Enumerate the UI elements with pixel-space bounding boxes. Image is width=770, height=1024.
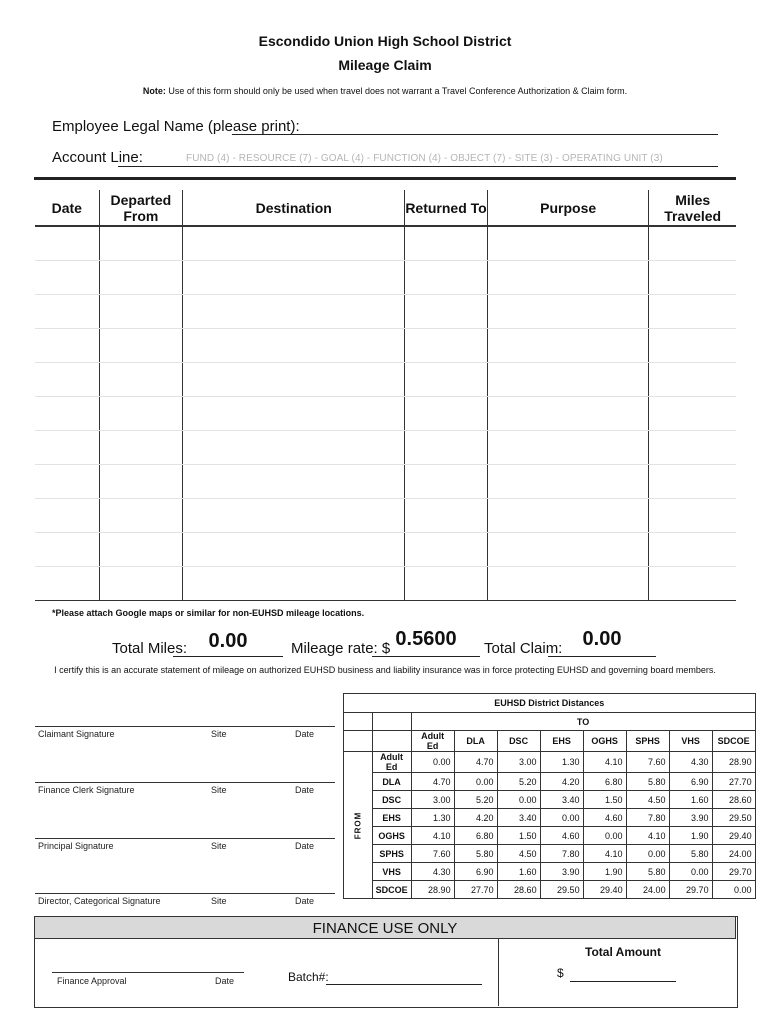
date-cell[interactable]	[35, 465, 99, 499]
departed-from-cell[interactable]	[99, 567, 183, 601]
distance-value: 3.00	[497, 752, 540, 773]
returned-to-cell[interactable]	[405, 499, 488, 533]
distance-row-header: SPHS	[372, 845, 411, 863]
purpose-cell[interactable]	[487, 533, 649, 567]
distance-value: 24.00	[712, 845, 755, 863]
director-signature-line[interactable]	[35, 893, 335, 894]
distance-col-header: EHS	[540, 731, 583, 752]
distance-row	[344, 791, 756, 809]
principal-signature-line[interactable]	[35, 838, 335, 839]
distance-col-header: OGHS	[583, 731, 626, 752]
departed-from-cell[interactable]	[99, 226, 183, 261]
distance-value: 3.90	[669, 809, 712, 827]
distance-value: 4.60	[540, 827, 583, 845]
distance-value: 6.90	[454, 863, 497, 881]
distance-row-header: DSC	[372, 791, 411, 809]
distance-value: 7.60	[626, 752, 669, 773]
distance-value: 4.20	[454, 809, 497, 827]
distance-value: 29.50	[540, 881, 583, 899]
distance-value: 5.80	[454, 845, 497, 863]
distance-value: 4.10	[583, 752, 626, 773]
distance-col-header: VHS	[669, 731, 712, 752]
distance-value: 1.60	[497, 863, 540, 881]
destination-cell[interactable]	[183, 397, 405, 431]
distance-value: 4.10	[411, 827, 454, 845]
mileage-log-row	[35, 431, 736, 465]
mileage-log-row	[35, 465, 736, 499]
returned-to-cell[interactable]	[405, 533, 488, 567]
distance-value: 29.40	[583, 881, 626, 899]
mileage-log-row	[35, 499, 736, 533]
distance-value: 0.00	[540, 809, 583, 827]
distance-row	[344, 809, 756, 827]
distance-value: 28.60	[712, 791, 755, 809]
destination-cell[interactable]	[183, 295, 405, 329]
mileage-log-row	[35, 329, 736, 363]
distance-value: 1.30	[411, 809, 454, 827]
distance-value: 4.10	[626, 827, 669, 845]
distance-value: 27.70	[712, 773, 755, 791]
destination-cell[interactable]	[183, 431, 405, 465]
distance-value: 1.30	[540, 752, 583, 773]
departed-from-cell[interactable]	[99, 295, 183, 329]
date-cell[interactable]	[35, 329, 99, 363]
distance-value: 0.00	[454, 773, 497, 791]
departed-from-cell[interactable]	[99, 329, 183, 363]
distance-value: 4.50	[497, 845, 540, 863]
distance-value: 4.10	[583, 845, 626, 863]
account-line-hint: FUND (4) - RESOURCE (7) - GOAL (4) - FUNCTION (4) - OBJECT (7) - SITE (3) - OPERATING UNIT (3)	[186, 153, 663, 164]
distance-value: 5.20	[497, 773, 540, 791]
finance-clerk-site-label: Site	[211, 785, 227, 795]
total-miles-value: 0.00	[208, 630, 248, 652]
purpose-cell[interactable]	[487, 397, 649, 431]
distance-value: 24.00	[626, 881, 669, 899]
departed-from-cell[interactable]	[99, 431, 183, 465]
distance-value: 27.70	[454, 881, 497, 899]
finance-date-label: Date	[215, 976, 235, 986]
destination-cell[interactable]	[183, 499, 405, 533]
returned-to-cell[interactable]	[405, 329, 488, 363]
distance-row	[344, 881, 756, 899]
departed-from-cell[interactable]	[99, 499, 183, 533]
total-amount-field[interactable]	[570, 981, 676, 982]
departed-from-cell[interactable]	[99, 397, 183, 431]
distance-value: 1.50	[583, 791, 626, 809]
miles-traveled-cell[interactable]	[649, 465, 736, 499]
finance-divider	[498, 939, 499, 1006]
col-returned-to: Returned To	[405, 190, 488, 226]
principal-site-label: Site	[211, 841, 227, 851]
distance-value: 29.50	[712, 809, 755, 827]
finance-clerk-signature-line[interactable]	[35, 782, 335, 783]
distance-row	[344, 752, 756, 773]
batch-label: Batch#:	[288, 970, 329, 984]
finance-use-title: FINANCE USE ONLY	[34, 916, 736, 939]
form-subtitle: Mileage Claim	[338, 57, 432, 73]
returned-to-cell[interactable]	[405, 465, 488, 499]
distance-value: 29.70	[712, 863, 755, 881]
date-cell[interactable]	[35, 295, 99, 329]
distance-col-header: SPHS	[626, 731, 669, 752]
total-miles-line	[173, 656, 283, 657]
distance-row-header: VHS	[372, 863, 411, 881]
date-cell[interactable]	[35, 567, 99, 601]
employee-name-field[interactable]	[232, 134, 718, 135]
purpose-cell[interactable]	[487, 363, 649, 397]
purpose-cell[interactable]	[487, 499, 649, 533]
director-date-label: Date	[295, 896, 315, 906]
miles-traveled-cell[interactable]	[649, 397, 736, 431]
claimant-site-label: Site	[211, 729, 227, 739]
distance-value: 28.90	[712, 752, 755, 773]
distance-value: 3.40	[497, 809, 540, 827]
purpose-cell[interactable]	[487, 226, 649, 261]
col-date: Date	[35, 190, 99, 226]
claimant-signature-label: Claimant Signature	[38, 729, 115, 739]
distance-value: 29.40	[712, 827, 755, 845]
date-cell[interactable]	[35, 226, 99, 261]
district-distances-table	[343, 693, 756, 899]
distance-value: 4.50	[626, 791, 669, 809]
batch-field[interactable]	[326, 984, 482, 985]
distance-value: 3.90	[540, 863, 583, 881]
mileage-log-table	[35, 190, 736, 601]
distance-value: 1.50	[497, 827, 540, 845]
date-cell[interactable]	[35, 363, 99, 397]
distance-value: 1.90	[583, 863, 626, 881]
mileage-log-row	[35, 363, 736, 397]
distance-value: 4.30	[411, 863, 454, 881]
destination-cell[interactable]	[183, 261, 405, 295]
form-title: Escondido Union High School District	[258, 33, 512, 49]
total-amount-label: Total Amount	[585, 945, 661, 959]
account-line-label: Account Line:	[52, 149, 143, 166]
miles-traveled-cell[interactable]	[649, 226, 736, 261]
distance-value: 28.60	[497, 881, 540, 899]
distance-row	[344, 845, 756, 863]
distance-value: 6.80	[454, 827, 497, 845]
returned-to-cell[interactable]	[405, 261, 488, 295]
header-divider	[34, 177, 736, 180]
destination-cell[interactable]	[183, 329, 405, 363]
col-purpose: Purpose	[487, 190, 649, 226]
form-note	[0, 86, 770, 96]
miles-traveled-cell[interactable]	[649, 295, 736, 329]
mileage-rate-value: 0.5600	[395, 628, 457, 650]
finance-approval-line[interactable]	[52, 972, 244, 973]
director-site-label: Site	[211, 896, 227, 906]
col-departed-from: Departed From	[99, 190, 183, 226]
principal-date-label: Date	[295, 841, 315, 851]
returned-to-cell[interactable]	[405, 397, 488, 431]
returned-to-cell[interactable]	[405, 295, 488, 329]
purpose-cell[interactable]	[487, 431, 649, 465]
purpose-cell[interactable]	[487, 261, 649, 295]
distance-value: 5.80	[626, 863, 669, 881]
distance-value: 7.80	[626, 809, 669, 827]
purpose-cell[interactable]	[487, 295, 649, 329]
distance-value: 5.80	[626, 773, 669, 791]
distance-value: 7.60	[411, 845, 454, 863]
distances-from-label: FROM	[353, 811, 363, 839]
distance-value: 1.90	[669, 827, 712, 845]
distances-to-label: TO	[411, 713, 755, 731]
distance-value: 1.60	[669, 791, 712, 809]
total-claim-value: 0.00	[582, 628, 622, 650]
distance-value: 4.70	[454, 752, 497, 773]
finance-approval-label: Finance Approval	[57, 976, 127, 986]
distance-col-header: DLA	[454, 731, 497, 752]
mileage-rate-line	[372, 656, 480, 657]
miles-traveled-cell[interactable]	[649, 533, 736, 567]
mileage-log-row	[35, 397, 736, 431]
distance-row-header: Adult Ed	[372, 752, 411, 773]
mileage-log-header	[35, 190, 736, 226]
destination-cell[interactable]	[183, 465, 405, 499]
miles-traveled-cell[interactable]	[649, 363, 736, 397]
departed-from-cell[interactable]	[99, 363, 183, 397]
claimant-date-label: Date	[295, 729, 315, 739]
distance-value: 4.30	[669, 752, 712, 773]
miles-traveled-cell[interactable]	[649, 499, 736, 533]
total-miles-label: Total Miles:	[112, 640, 188, 657]
distance-value: 3.40	[540, 791, 583, 809]
col-destination: Destination	[183, 190, 405, 226]
purpose-cell[interactable]	[487, 329, 649, 363]
miles-traveled-cell[interactable]	[649, 431, 736, 465]
attach-note: *Please attach Google maps or similar for non-EUHSD mileage locations.	[52, 608, 365, 618]
distance-row	[344, 827, 756, 845]
purpose-cell[interactable]	[487, 465, 649, 499]
returned-to-cell[interactable]	[405, 363, 488, 397]
distance-row-header: SDCOE	[372, 881, 411, 899]
destination-cell[interactable]	[183, 363, 405, 397]
distance-value: 4.60	[583, 809, 626, 827]
distance-row	[344, 863, 756, 881]
total-claim-label: Total Claim:	[484, 640, 563, 657]
purpose-cell[interactable]	[487, 567, 649, 601]
director-signature-label: Director, Categorical Signature	[38, 896, 161, 906]
distance-value: 3.00	[411, 791, 454, 809]
mileage-log-row	[35, 261, 736, 295]
miles-traveled-cell[interactable]	[649, 261, 736, 295]
returned-to-cell[interactable]	[405, 567, 488, 601]
destination-cell[interactable]	[183, 567, 405, 601]
distance-value: 5.20	[454, 791, 497, 809]
mileage-log-row	[35, 295, 736, 329]
distance-row-header: OGHS	[372, 827, 411, 845]
finance-clerk-date-label: Date	[295, 785, 315, 795]
note-label: Note:	[142, 86, 166, 96]
distance-col-header: SDCOE	[712, 731, 755, 752]
distance-value: 0.00	[583, 827, 626, 845]
mileage-log-row	[35, 567, 736, 601]
distance-row-header: DLA	[372, 773, 411, 791]
destination-cell[interactable]	[183, 226, 405, 261]
mileage-log-row	[35, 226, 736, 261]
departed-from-cell[interactable]	[99, 261, 183, 295]
finance-clerk-signature-label: Finance Clerk Signature	[38, 785, 135, 795]
date-cell[interactable]	[35, 499, 99, 533]
distance-value: 6.80	[583, 773, 626, 791]
returned-to-cell[interactable]	[405, 226, 488, 261]
distance-value: 5.80	[669, 845, 712, 863]
principal-signature-label: Principal Signature	[38, 841, 114, 851]
distance-value: 0.00	[626, 845, 669, 863]
mileage-rate-label: Mileage rate: $	[291, 640, 391, 657]
distance-value: 28.90	[411, 881, 454, 899]
distance-value: 29.70	[669, 881, 712, 899]
distance-value: 7.80	[540, 845, 583, 863]
distance-col-header: Adult Ed	[411, 731, 454, 752]
distance-value: 0.00	[497, 791, 540, 809]
distance-value: 0.00	[669, 863, 712, 881]
distance-value: 0.00	[712, 881, 755, 899]
col-miles-traveled: Miles Traveled	[649, 190, 736, 226]
distance-value: 0.00	[411, 752, 454, 773]
date-cell[interactable]	[35, 261, 99, 295]
certify-statement: I certify this is an accurate statement of mileage on authorized EUHSD business and liability insurance was in force protecting EUHSD and governing board members.	[54, 665, 716, 675]
distance-value: 4.70	[411, 773, 454, 791]
account-line-field[interactable]	[118, 166, 718, 167]
distance-value: 4.20	[540, 773, 583, 791]
date-cell[interactable]	[35, 533, 99, 567]
departed-from-cell[interactable]	[99, 533, 183, 567]
date-cell[interactable]	[35, 397, 99, 431]
total-claim-line	[548, 656, 656, 657]
distances-title: EUHSD District Distances	[344, 694, 756, 713]
note-text: Use of this form should only be used when travel does not warrant a Travel Conference Authorization & Claim form.	[168, 86, 628, 96]
distance-row-header: EHS	[372, 809, 411, 827]
distance-row	[344, 773, 756, 791]
destination-cell[interactable]	[183, 533, 405, 567]
employee-name-label: Employee Legal Name (please print):	[52, 118, 300, 135]
miles-traveled-cell[interactable]	[649, 329, 736, 363]
total-amount-dollar: $	[557, 966, 564, 980]
date-cell[interactable]	[35, 431, 99, 465]
claimant-signature-line[interactable]	[35, 726, 335, 727]
mileage-log-row	[35, 533, 736, 567]
returned-to-cell[interactable]	[405, 431, 488, 465]
miles-traveled-cell[interactable]	[649, 567, 736, 601]
distance-col-header: DSC	[497, 731, 540, 752]
departed-from-cell[interactable]	[99, 465, 183, 499]
distance-value: 6.90	[669, 773, 712, 791]
